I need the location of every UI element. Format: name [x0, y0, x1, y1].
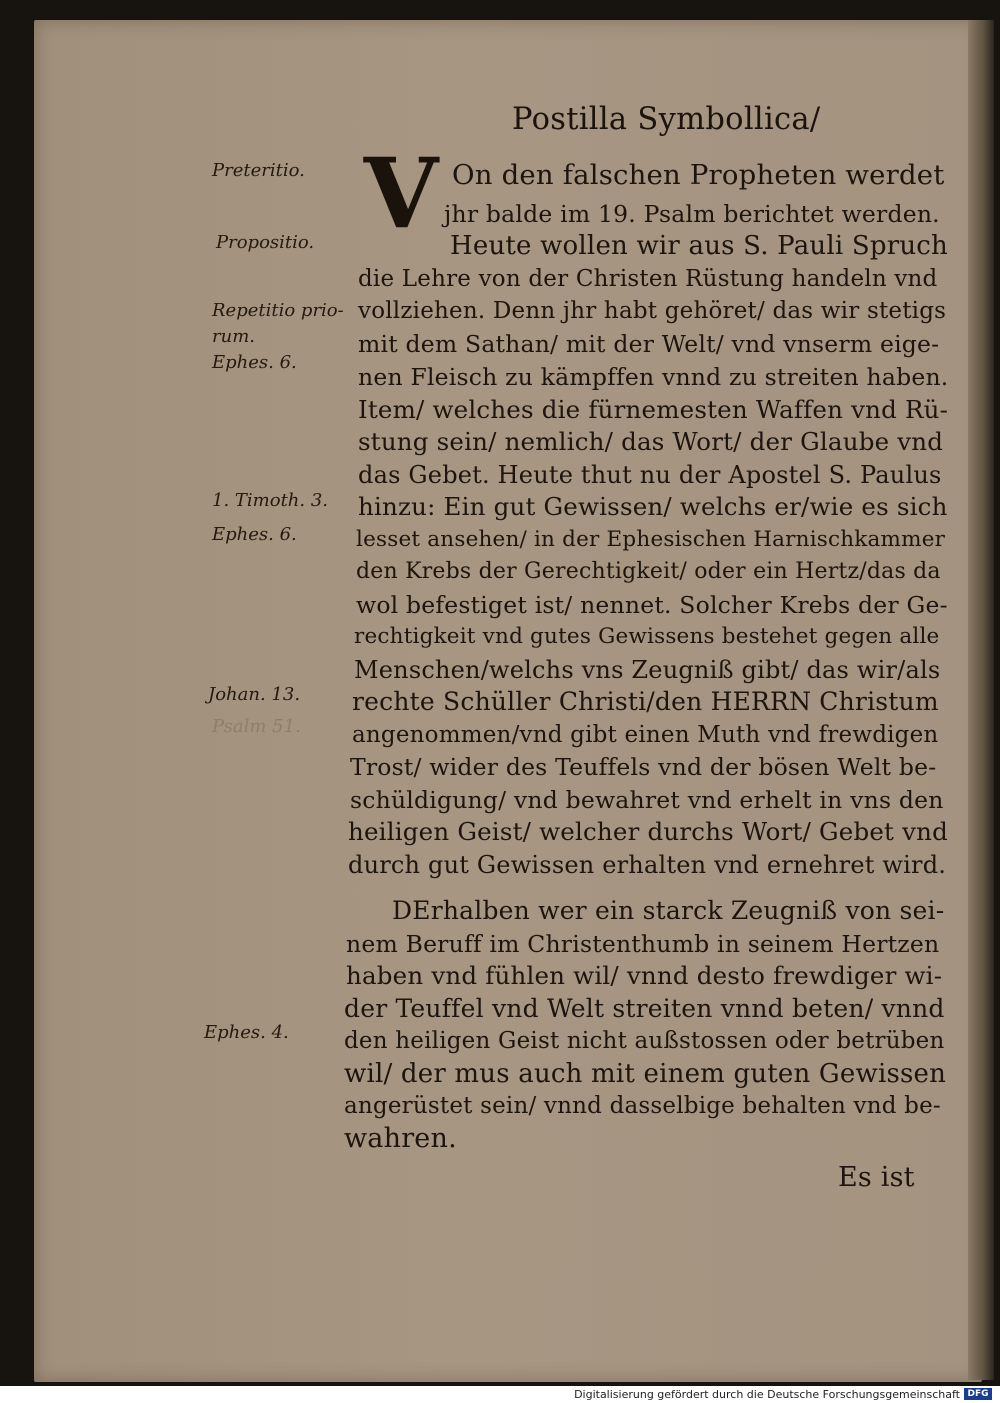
text-line: nem Beruff im Christenthumb in seinem Hertzen — [346, 930, 940, 958]
text-line: angerüstet sein/ vnnd dasselbige behalten vnd be- — [344, 1093, 941, 1119]
page-edge — [968, 20, 994, 1380]
text-line: wahren. — [344, 1123, 457, 1154]
text-line: haben vnd fühlen wil/ vnnd desto frewdiger wi- — [346, 961, 943, 990]
footer-credit: Digitalisierung gefördert durch die Deutsche Forschungsgemeinschaft — [574, 1388, 960, 1401]
text-line: den Krebs der Gerechtigkeit/ oder ein Hertz/das da — [356, 559, 941, 584]
catchword: Es ist — [838, 1162, 915, 1193]
text-line: der Teuffel vnd Welt streiten vnnd beten/ vnnd — [344, 994, 945, 1023]
margin-note-psalm: Psalm 51. — [212, 716, 301, 737]
margin-note-timoth: 1. Timoth. 3. — [212, 490, 329, 511]
running-head: Postilla Symbollica/ — [512, 102, 821, 137]
text-line: angenommen/vnd gibt einen Muth vnd frewdigen — [352, 722, 939, 748]
text-line: rechte Schüller Christi/den HERRN Christum — [352, 687, 939, 716]
text-line: wol befestiget ist/ nennet. Solcher Krebs der Ge- — [356, 591, 948, 619]
margin-note-preteritio: Preteritio. — [212, 160, 305, 181]
text-line: schüldigung/ vnd bewahret vnd erhelt in vns den — [350, 786, 944, 814]
text-line: wil/ der mus auch mit einem guten Gewissen — [344, 1059, 947, 1089]
margin-note-propositio: Propositio. — [216, 232, 315, 253]
text-line: hinzu: Ein gut Gewissen/ welchs er/wie es sich — [358, 492, 948, 521]
dfg-logo[interactable]: DFG — [964, 1388, 992, 1400]
text-line: DErhalben wer ein starck Zeugniß von sei- — [392, 896, 945, 925]
text-line: Menschen/welchs vns Zeugniß gibt/ das wir/als — [354, 656, 941, 684]
text-line: On den falschen Propheten werdet — [452, 159, 945, 191]
text-line: die Lehre von der Christen Rüstung handeln vnd — [358, 266, 938, 292]
text-line: rechtigkeit vnd gutes Gewissens bestehet gegen alle — [354, 624, 940, 649]
margin-note-ephes-4: Ephes. 4. — [204, 1022, 289, 1043]
drop-cap-initial: V — [363, 137, 439, 250]
text-line: Item/ welches die fürnemesten Waffen vnd Rü- — [358, 395, 949, 424]
text-line: jhr balde im 19. Psalm berichtet werden. — [444, 200, 940, 228]
text-line: vollziehen. Denn jhr habt gehöret/ das wir stetigs — [358, 298, 947, 324]
text-line: mit dem Sathan/ mit der Welt/ vnd vnserm eige- — [358, 330, 940, 358]
text-line: nen Fleisch zu kämpffen vnnd zu streiten haben. — [358, 363, 949, 391]
margin-note-repetitio-1: Repetitio prio- — [212, 300, 344, 321]
text-line: heiligen Geist/ welcher durchs Wort/ Gebet vnd — [348, 817, 948, 846]
text-line: stung sein/ nemlich/ das Wort/ der Glaube vnd — [358, 427, 944, 456]
margin-note-ephes-6b: Ephes. 6. — [212, 524, 297, 545]
text-line: Heute wollen wir aus S. Pauli Spruch — [450, 231, 948, 261]
text-line: lesset ansehen/ in der Ephesischen Harnischkammer — [356, 527, 946, 552]
margin-note-ephes-6: Ephes. 6. — [212, 352, 297, 373]
footer-bar — [0, 1386, 1000, 1403]
margin-note-johan: Johan. 13. — [208, 684, 301, 705]
margin-note-repetitio-2: rum. — [212, 326, 255, 347]
text-line: durch gut Gewissen erhalten vnd ernehret wird. — [348, 851, 947, 879]
text-line: das Gebet. Heute thut nu der Apostel S. Paulus — [358, 461, 942, 489]
text-line: den heiligen Geist nicht außstossen oder betrüben — [344, 1028, 945, 1054]
text-line: Trost/ wider des Teuffels vnd der bösen Welt be- — [350, 753, 937, 781]
